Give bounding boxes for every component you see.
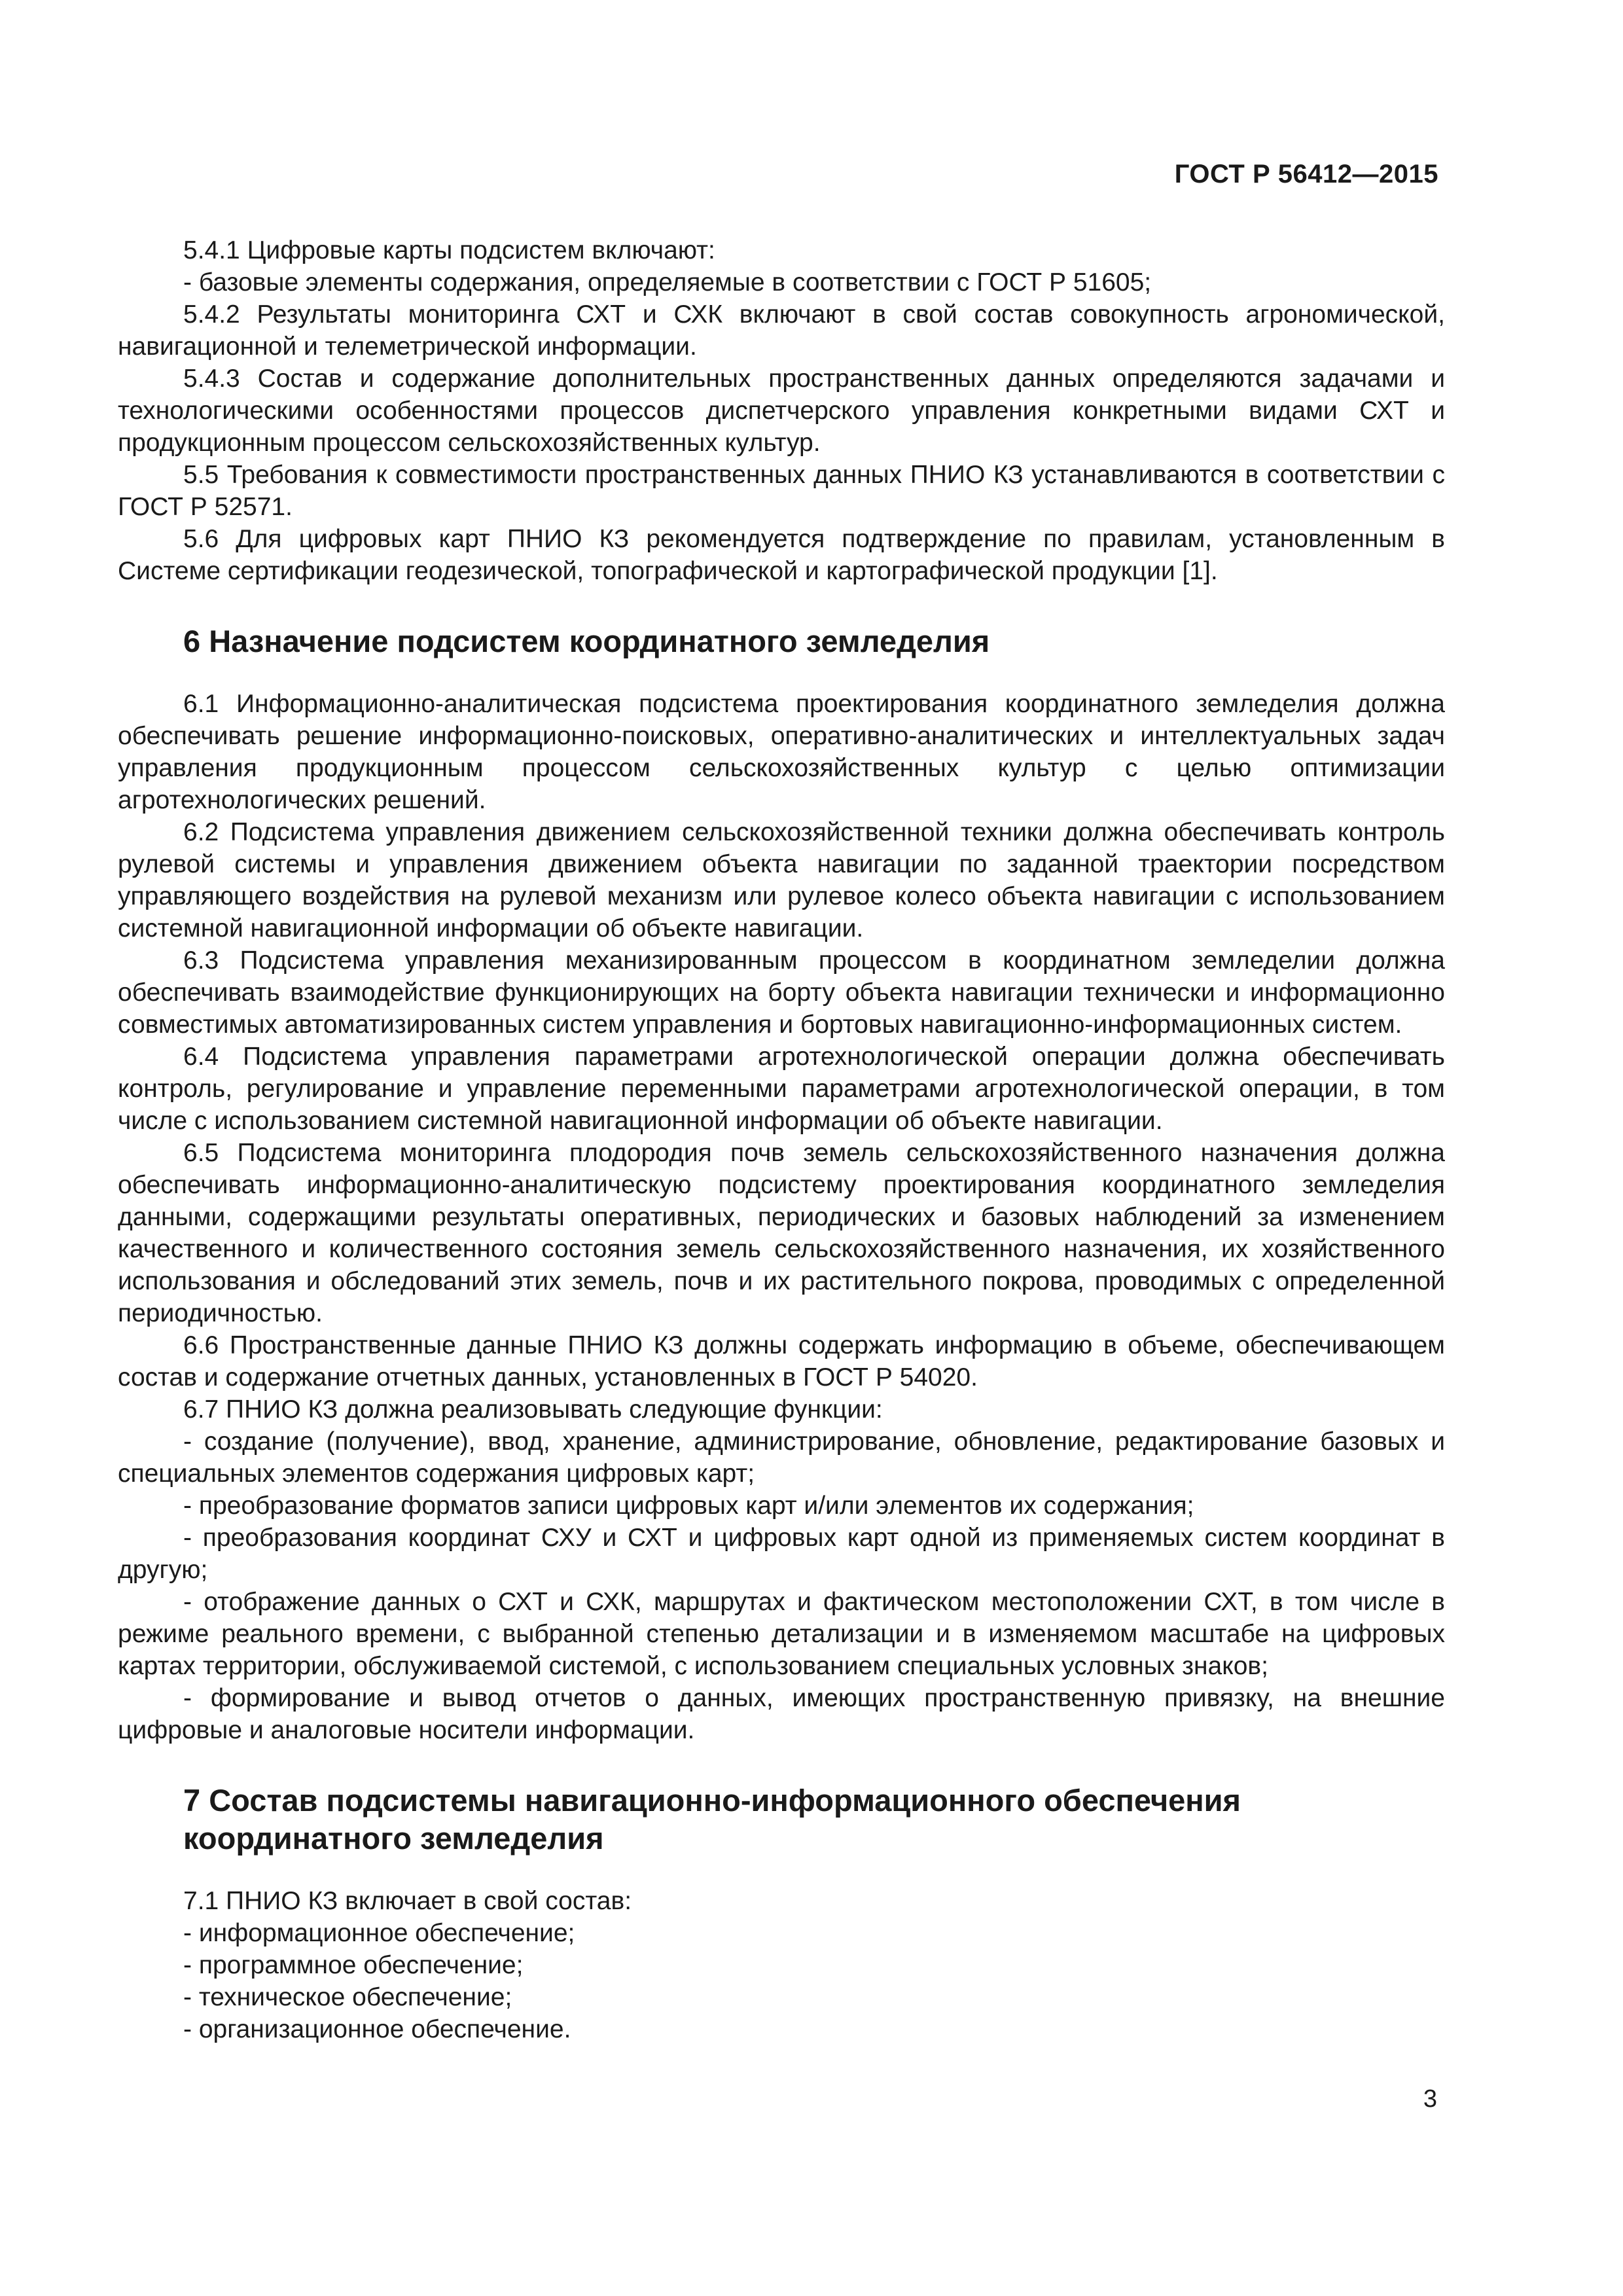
paragraph-6-6: 6.6 Пространственные данные ПНИО КЗ должны содержать информацию в объеме, обеспечивающем состав и содержание отчетных данных, установленных в ГОСТ Р 54020. [118, 1331, 1445, 1391]
list-item-7-1: - программное обеспечение; [183, 1951, 524, 1979]
list-item-6-7: - отображение данных о СХТ и СХК, маршрутах и фактическом местоположении СХТ, в том числе в режиме реального времени, с выбранной степенью детализации и в изменяемом масштабе на цифровых картах территории, обслуживаемой системой, с использованием специальных условных знаков; [118, 1588, 1445, 1680]
paragraph-6-4: 6.4 Подсистема управления параметрами агротехнологической операции должна обеспечивать контроль, регулирование и управление переменными параметрами агротехнологической операции, в том числе с использованием системной навигационной информации об объекте навигации. [118, 1043, 1445, 1135]
paragraph-6-3: 6.3 Подсистема управления механизированным процессом в координатном земледелии должна обеспечивать взаимодействие функционирующих на борту объекта навигации технически и информационно совместимых автоматизированных систем управления и бортовых навигационно-информационных систем. [118, 946, 1445, 1039]
paragraph-6-5: 6.5 Подсистема мониторинга плодородия почв земель сельскохозяйственного назначения должна обеспечивать информационно-аналитическую подсистему проектирования координатного земледелия данными, содержащими результаты оперативных, периодических и базовых наблюдений за изменением качественного и количественного состояния земель сельскохозяйственного назначения, их хозяйственного использования и обследований этих земель, почв и их растительного покрова, проводимых с определенной периодичностью. [118, 1139, 1445, 1327]
paragraph-6-7: 6.7 ПНИО КЗ должна реализовывать следующие функции: [183, 1395, 883, 1424]
paragraph-7-1: 7.1 ПНИО КЗ включает в свой состав: [183, 1887, 632, 1915]
list-item-5-4-1-a: - базовые элементы содержания, определяемые в соответствии с ГОСТ Р 51605; [183, 268, 1152, 296]
list-item-6-7: - создание (получение), ввод, хранение, администрирование, обновление, редактирование базовых и специальных элементов содержания цифровых карт; [118, 1427, 1445, 1488]
document-body [118, 234, 1445, 2045]
paragraph-5-4-1: 5.4.1 Цифровые карты подсистем включают: [183, 236, 715, 264]
paragraph-5-4-2: 5.4.2 Результаты мониторинга СХТ и СХК включают в свой состав совокупность агрономической, навигационной и телеметрической информации. [118, 300, 1445, 361]
list-item-6-7: - формирование и вывод отчетов о данных, имеющих пространственную привязку, на внешние цифровые и аналоговые носители информации. [118, 1684, 1445, 1744]
paragraph-5-5: 5.5 Требования к совместимости пространственных данных ПНИО КЗ устанавливаются в соответствии с ГОСТ Р 52571. [118, 461, 1445, 521]
page-number: 3 [1423, 2085, 1437, 2113]
list-item-6-7: - преобразование форматов записи цифровых карт и/или элементов их содержания; [183, 1492, 1194, 1520]
section-7-heading-line1: 7 Состав подсистемы навигационно-информационного обеспечения [183, 1783, 1241, 1818]
paragraph-5-4-3: 5.4.3 Состав и содержание дополнительных пространственных данных определяются задачами и технологическими особенностями процессов диспетчерского управления конкретными видами СХТ и продукционным процессом сельскохозяйственных культур. [118, 365, 1445, 457]
standard-code: ГОСТ Р 56412—2015 [1174, 160, 1438, 188]
paragraph-6-1: 6.1 Информационно-аналитическая подсистема проектирования координатного земледелия должна обеспечивать решение информационно-поисковых, оперативно-аналитических и интеллектуальных задач управления продукционным процессом сельскохозяйственных культур с целью оптимизации агротехнологических решений. [118, 690, 1445, 814]
paragraph-5-6: 5.6 Для цифровых карт ПНИО КЗ рекомендуется подтверждение по правилам, установленным в Системе сертификации геодезической, топографической и картографической продукции [1]. [118, 525, 1445, 585]
list-item-7-1: - информационное обеспечение; [183, 1919, 575, 1947]
list-item-7-1: - организационное обеспечение. [183, 2015, 571, 2043]
paragraph-6-2: 6.2 Подсистема управления движением сельскохозяйственной техники должна обеспечивать контроль рулевой системы и управления движением объекта навигации по заданной траектории посредством управляющего воздействия на рулевой механизм или рулевое колесо объекта навигации с использованием системной навигационной информации об объекте навигации. [118, 818, 1445, 942]
section-7-heading-line2: координатного земледелия [183, 1821, 604, 1856]
list-item-7-1: - техническое обеспечение; [183, 1983, 512, 2011]
section-7-heading [118, 1782, 1445, 1857]
section-6-heading: 6 Назначение подсистем координатного земледелия [183, 624, 990, 658]
list-item-6-7: - преобразования координат СХУ и СХТ и цифровых карт одной из применяемых систем координат в другую; [118, 1524, 1445, 1584]
